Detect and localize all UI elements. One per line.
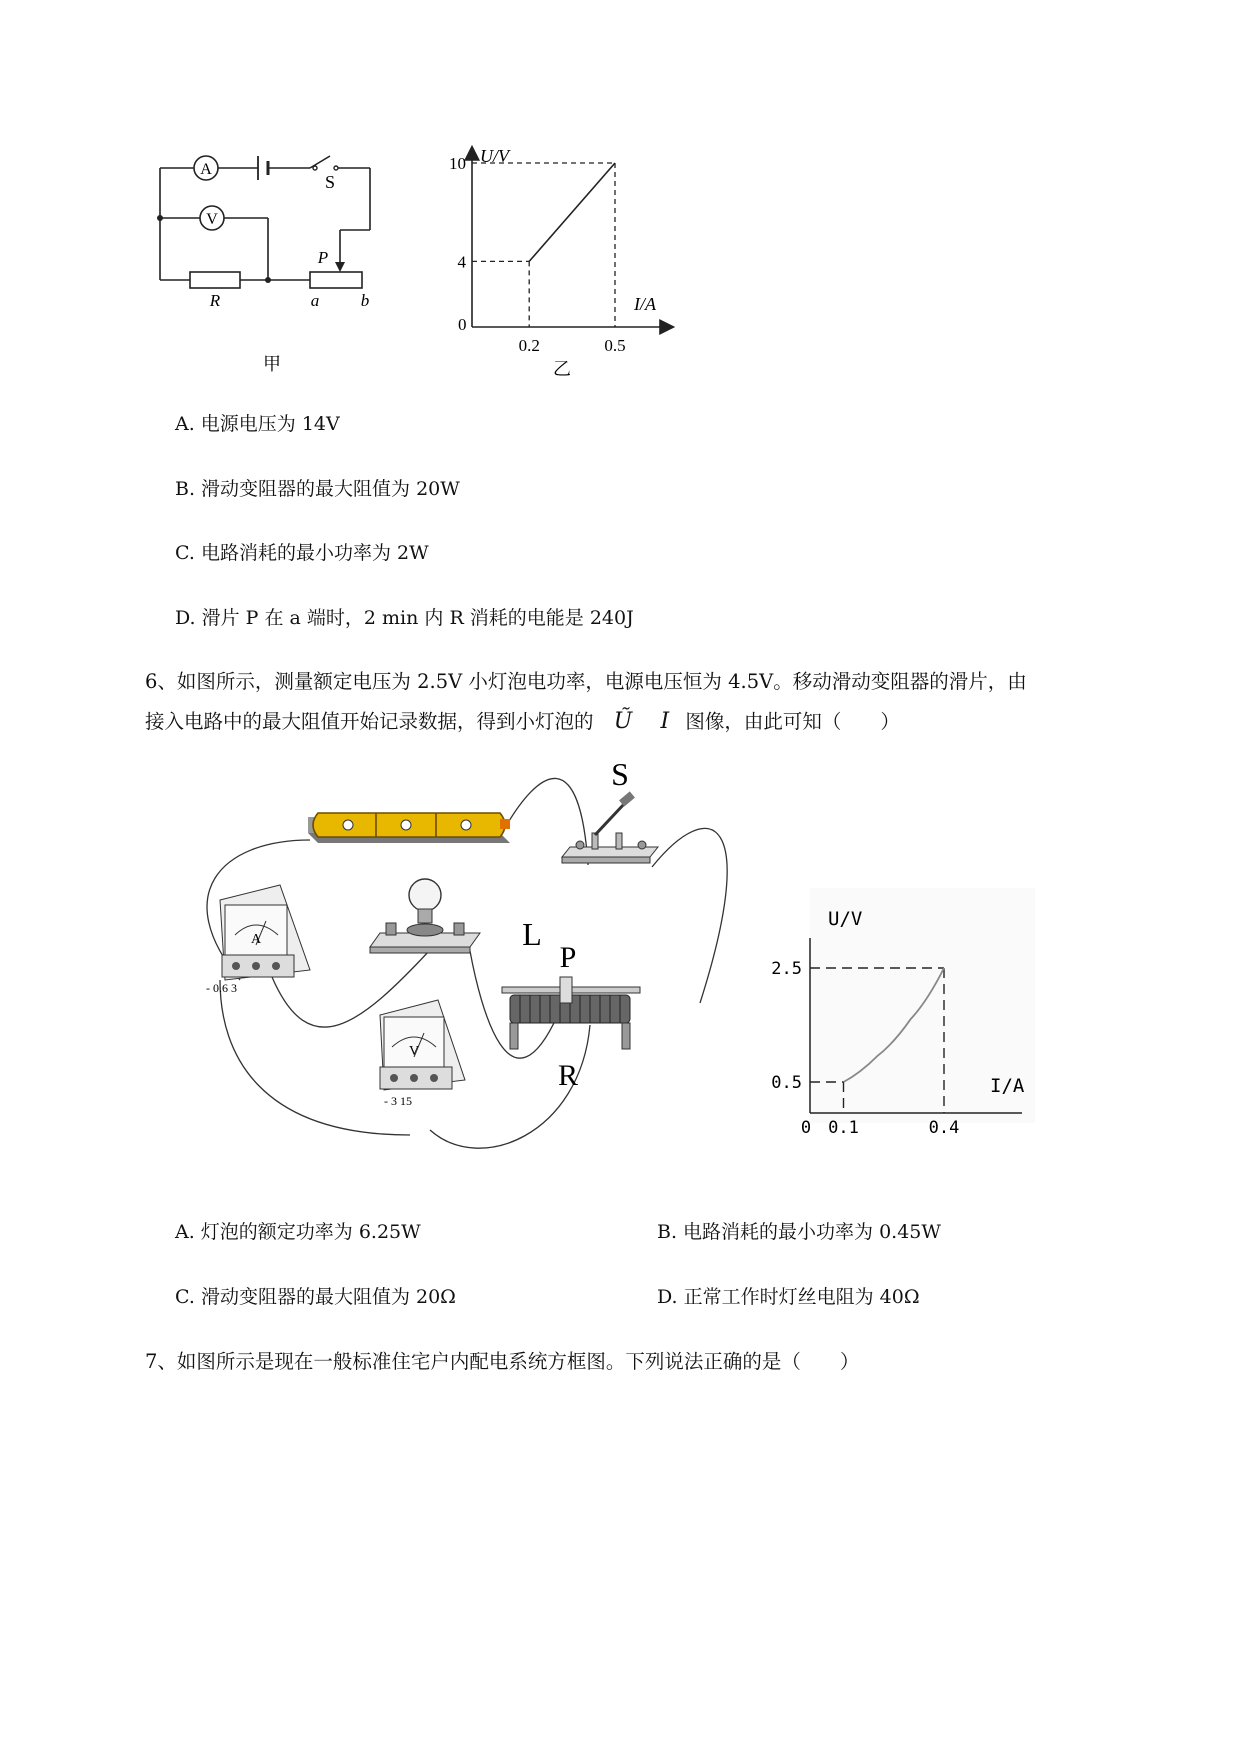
light-bulb-icon [370, 879, 480, 953]
q5-option-a[interactable]: A. 电源电压为 14V [175, 413, 340, 435]
q6-option-c[interactable]: C. 滑动变阻器的最大阻值为 20Ω [175, 1286, 456, 1308]
q6-stem-line2-pre: 接入电路中的最大阻值开始记录数据，得到小灯泡的 [145, 710, 594, 733]
q6-origin-label: 0 [800, 1118, 812, 1138]
voltmeter-icon [380, 1000, 465, 1090]
q6-stem-line1: 6、如图所示，测量额定电压为 2.5V 小灯泡电功率，电源电压恒为 4.5V。移动滑动变阻器的滑片，由 [145, 670, 1027, 693]
battery-pack-icon [308, 813, 510, 843]
q6-y-tick-1: 2.5 [771, 959, 802, 979]
q5-slider-label: P [317, 248, 329, 267]
q6-x-tick-1: 0.4 [928, 1118, 960, 1138]
q6-option-d[interactable]: D. 正常工作时灯丝电阻为 40Ω [657, 1286, 920, 1308]
q5-end-b-label: b [360, 291, 370, 310]
q5-option-b[interactable]: B. 滑动变阻器的最大阻值为 20W [175, 478, 460, 500]
rheostat-icon [502, 977, 640, 1049]
q6-stem-line2-post: 图像，由此可知（ ） [685, 710, 900, 733]
q5-y-tick-0: 4 [457, 252, 466, 272]
q5-ui-chart [432, 140, 682, 385]
q5-caption-yi: 乙 [553, 359, 571, 379]
q6-x-tick-0: 0.1 [828, 1118, 859, 1138]
q6-lamp-label: L [522, 916, 542, 952]
q6-voltmeter-letter: V [408, 1044, 420, 1059]
q6-stem-u: Ũ [613, 709, 633, 734]
q6-stem-i: I [660, 709, 670, 734]
q5-x-axis-label: I/A [634, 294, 656, 314]
q6-ammeter-terminals: - 0.6 3 [206, 981, 237, 995]
q6-stem-line2 [145, 710, 900, 734]
q5-y-tick-1: 10 [449, 154, 466, 173]
q5-series-line [529, 163, 615, 261]
q6-ui-chart [771, 888, 1035, 1138]
q5-option-c[interactable]: C. 电路消耗的最小功率为 2W [175, 542, 429, 564]
q5-origin-label: 0 [458, 315, 467, 334]
q6-voltmeter-terminals: - 3 15 [384, 1094, 412, 1108]
q5-voltmeter-label: V [206, 211, 218, 228]
knife-switch-icon [562, 791, 658, 863]
q5-x-tick-0: 0.2 [518, 336, 540, 355]
q6-apparatus-diagram [180, 755, 760, 1185]
q5-circuit-diagram [160, 150, 420, 380]
q6-ammeter-letter: A [250, 932, 262, 947]
q6-switch-label: S [611, 756, 629, 792]
q6-y-axis-label: U/V [828, 908, 863, 930]
q6-x-axis-label: I/A [990, 1075, 1025, 1097]
q5-ammeter-label: A [200, 161, 212, 178]
q5-x-tick-1: 0.5 [604, 336, 626, 355]
q5-end-a-label: a [310, 291, 320, 310]
q5-switch-label: S [324, 172, 336, 192]
q6-y-tick-0: 0.5 [771, 1073, 802, 1093]
q6-slider-label: P [559, 941, 577, 974]
q6-option-a[interactable]: A. 灯泡的额定功率为 6.25W [175, 1221, 421, 1243]
q6-option-b[interactable]: B. 电路消耗的最小功率为 0.45W [657, 1221, 941, 1243]
q6-rheostat-label: R [557, 1059, 579, 1092]
q7-stem: 7、如图所示是现在一般标准住宅户内配电系统方框图。下列说法正确的是（ ） [145, 1350, 860, 1373]
q5-caption-jia: 甲 [263, 354, 281, 374]
q5-y-axis-label: U/V [480, 146, 509, 166]
ammeter-icon [220, 885, 310, 980]
q5-resistor-label: R [209, 291, 221, 310]
q5-option-d[interactable]: D. 滑片 P 在 a 端时，2 min 内 R 消耗的电能是 240J [175, 607, 634, 629]
